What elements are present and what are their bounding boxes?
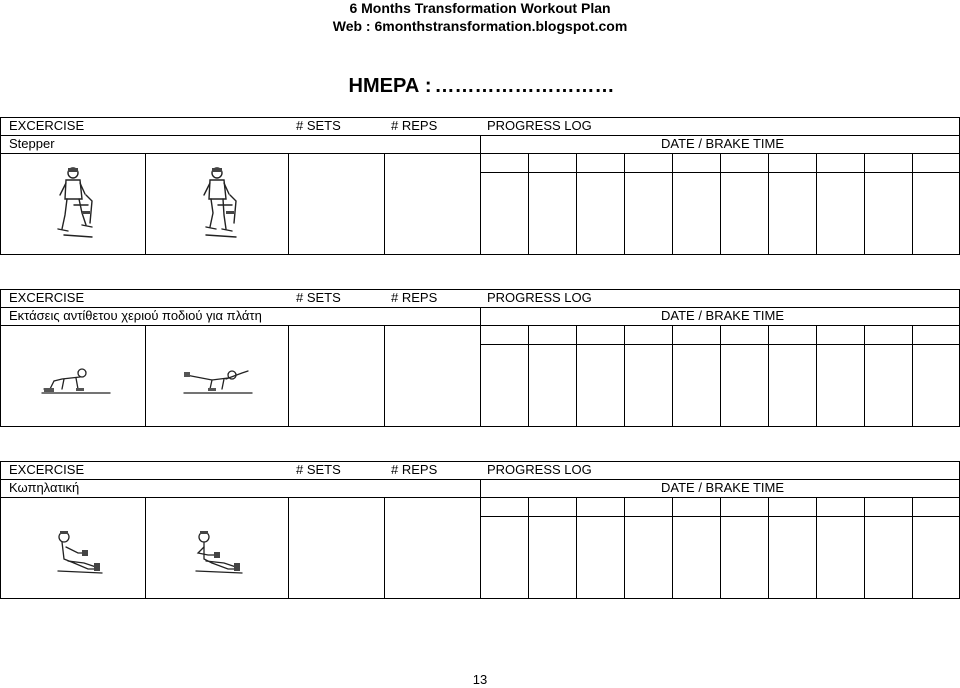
- stepper-figure-icon: [52, 165, 102, 241]
- col-date-brake: DATE / BRAKE TIME: [661, 480, 785, 495]
- exercise-name: Stepper: [9, 136, 55, 151]
- col-reps: # REPS: [391, 462, 438, 477]
- day-field: [0, 74, 960, 98]
- col-sets: # SETS: [296, 118, 341, 133]
- col-reps: # REPS: [391, 290, 438, 305]
- col-date-brake: DATE / BRAKE TIME: [661, 136, 785, 151]
- day-blank: ………………………: [434, 75, 615, 97]
- exercise-name: Κωπηλατική: [9, 480, 80, 495]
- bird-dog-figure-icon: [40, 367, 112, 397]
- rowing-figure-icon: [54, 529, 106, 577]
- exercise-block-stepper: [0, 117, 960, 257]
- page-number: 13: [472, 672, 488, 687]
- col-progress: PROGRESS LOG: [487, 462, 592, 477]
- exercise-name: Εκτάσεις αντίθετου χεριού ποδιού για πλάτη: [9, 308, 262, 323]
- col-exercise: EXCERCISE: [9, 462, 85, 477]
- website-line: Web : 6monthstransformation.blogspot.com: [332, 18, 628, 34]
- col-date-brake: DATE / BRAKE TIME: [661, 308, 785, 323]
- bird-dog-figure-icon: [182, 367, 254, 397]
- col-reps: # REPS: [391, 118, 438, 133]
- day-label: ΗΜΕΡΑ :: [348, 75, 432, 97]
- exercise-block-rowing: [0, 461, 960, 601]
- col-exercise: EXCERCISE: [9, 290, 85, 305]
- col-progress: PROGRESS LOG: [487, 118, 592, 133]
- col-sets: # SETS: [296, 290, 341, 305]
- col-sets: # SETS: [296, 462, 341, 477]
- rowing-figure-icon: [190, 529, 246, 577]
- exercise-block-bird-dog: [0, 289, 960, 429]
- document-title: 6 Months Transformation Workout Plan: [349, 0, 611, 16]
- stepper-figure-icon: [196, 165, 246, 241]
- col-exercise: EXCERCISE: [9, 118, 85, 133]
- col-progress: PROGRESS LOG: [487, 290, 592, 305]
